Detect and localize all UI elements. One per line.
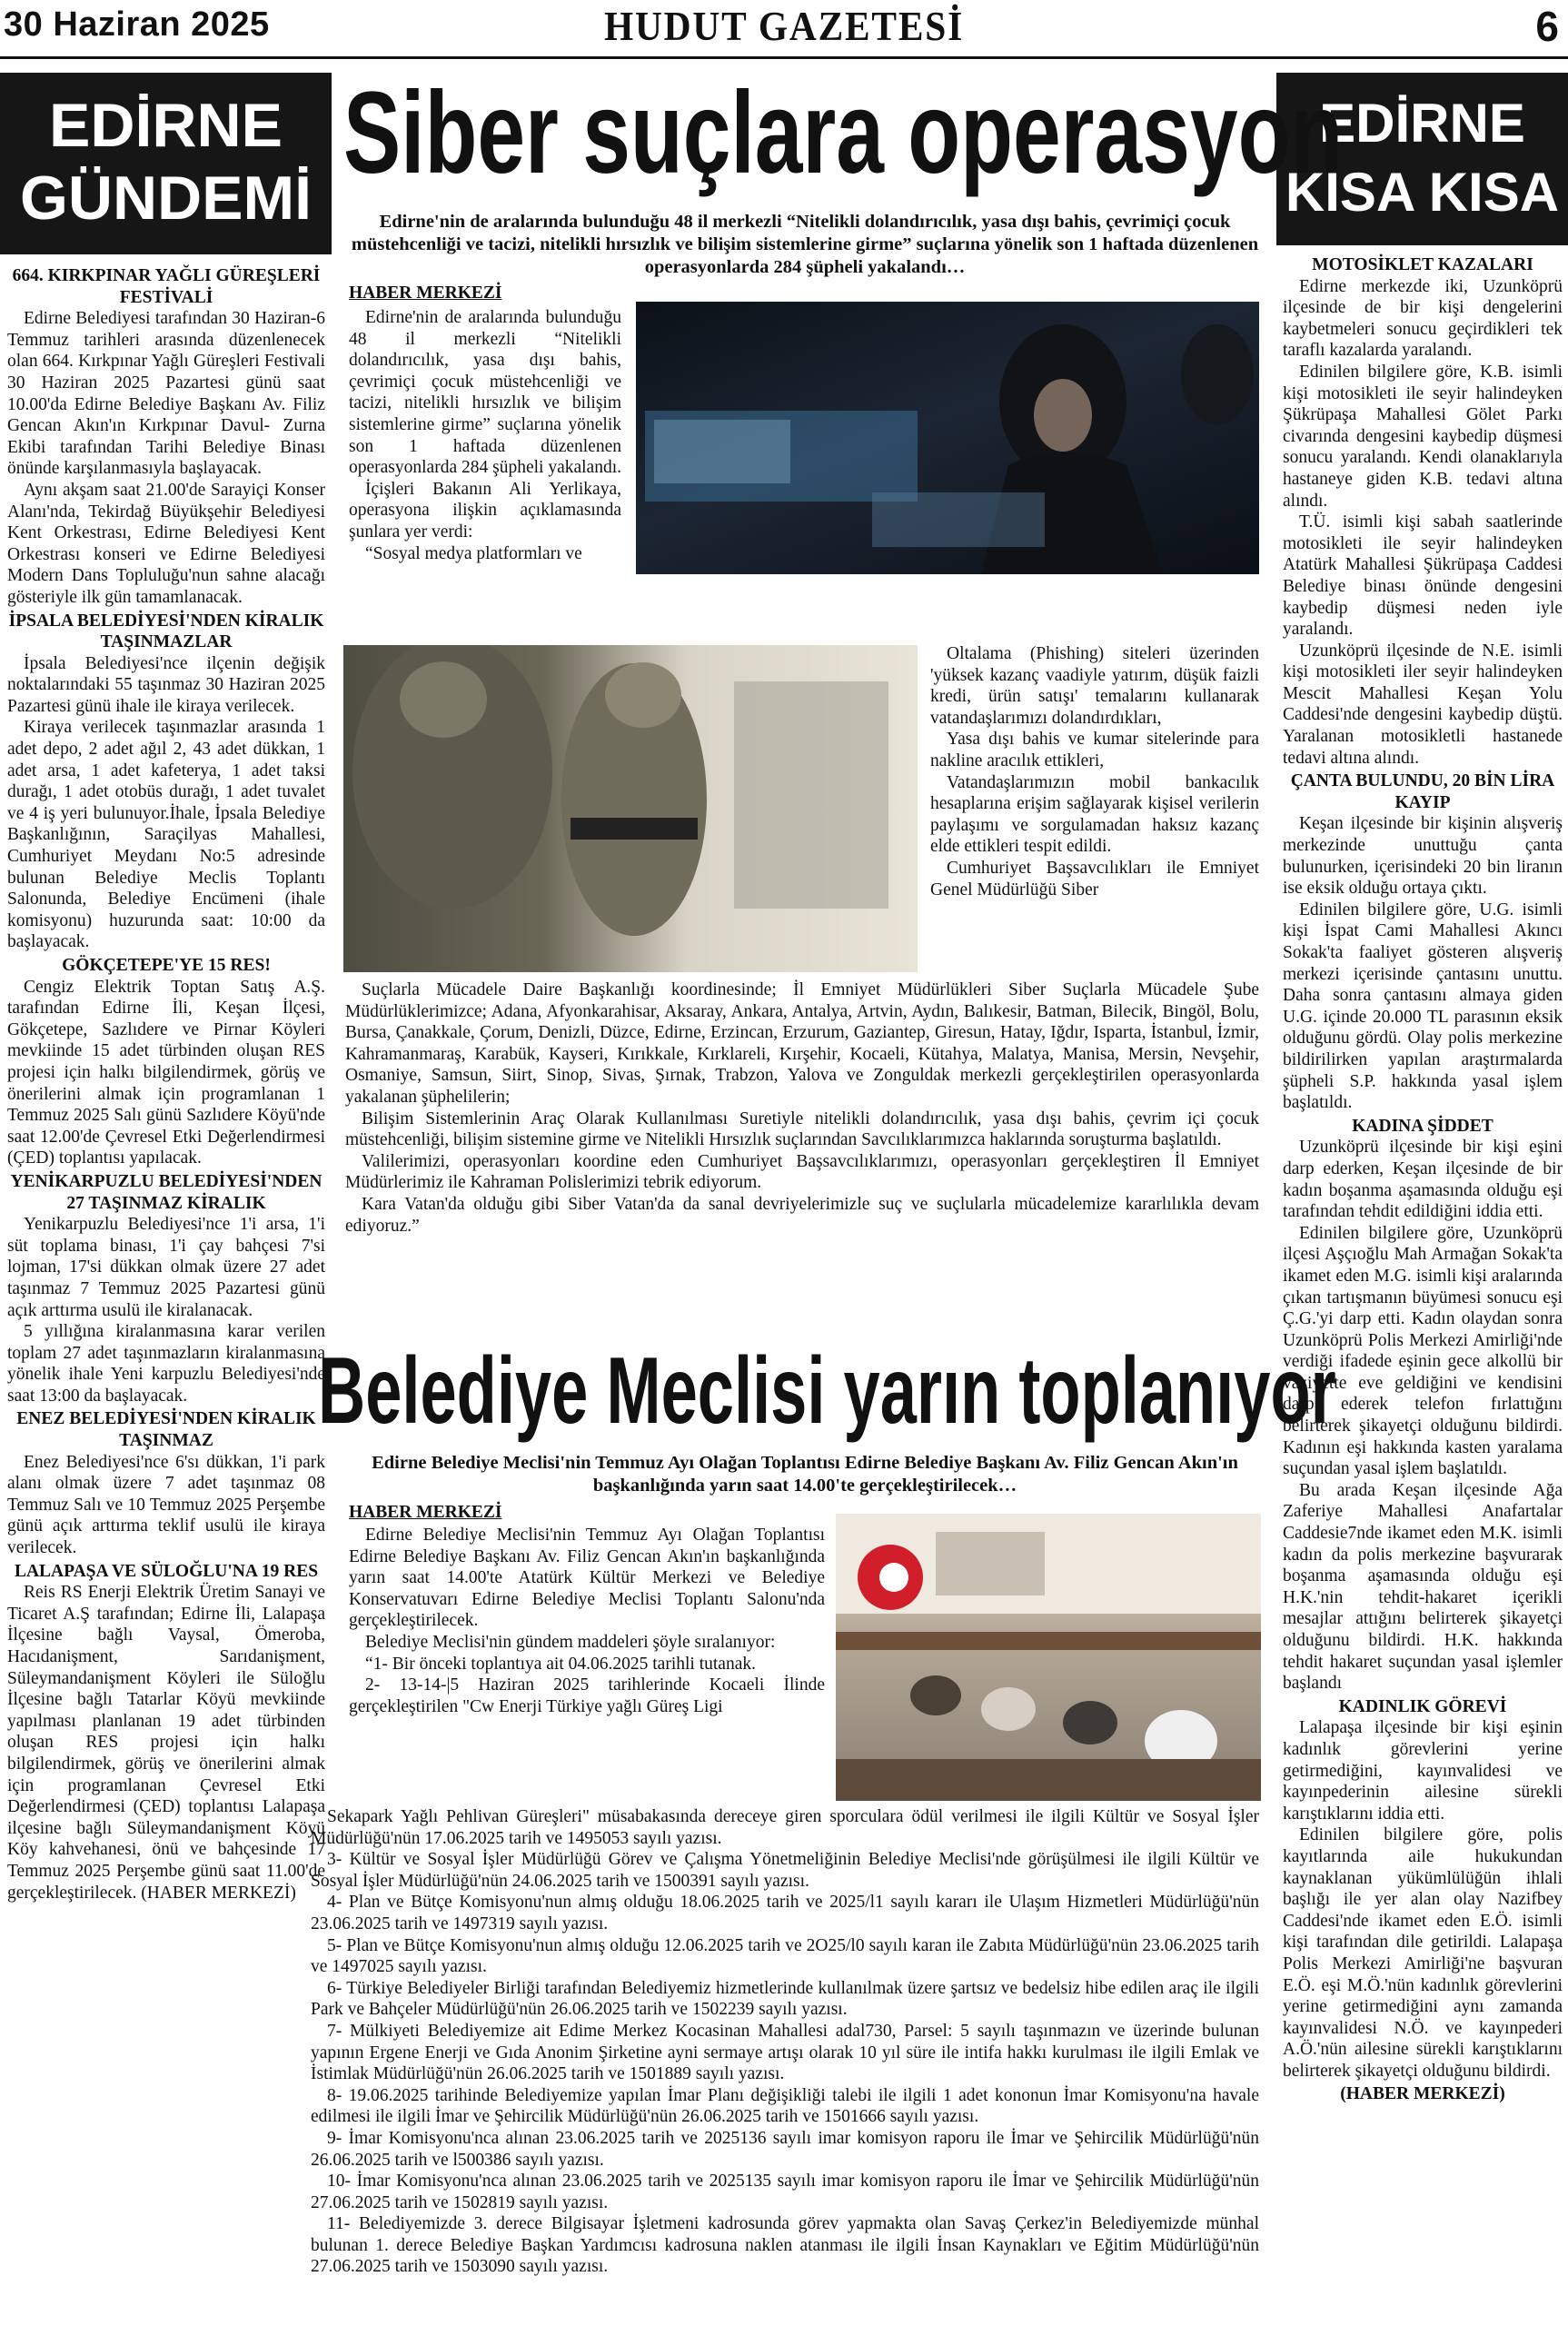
article-paragraph: 4- Plan ve Bütçe Komisyonu'nun almış olduğu 18.06.2025 tarih ve 2025/l1 sayılı kararı ile Ulaşım Hizmetleri Müdürlüğü'nün 23.06.2025 tarih ve 1497319 sayılı yazısı. (311, 1893, 1259, 1933)
figure-face (1034, 379, 1092, 452)
article-paragraph: 7- Mülkiyeti Belediyemize ait Edime Merkez Kocasinan Mahallesi adal730, Parsel: 5 sayılı taşınmazın ve üzerinde bulunan yapının Ergene Enerji ve Gıda Anonim Şirketine ayni sermaye artışı olarak 10 yıl süre ile intifa hakkı kurulması ile ilgili Emlak ve İstimlak Müdürlüğü'nün 26.06.2025 tarih ve 1501889 sayılı yazısı. (311, 2021, 1259, 2084)
news-paragraph: Uzunköprü ilçesinde bir kişi eşini darp ederken, Keşan ilçesinde de bir kadın boşanma aşamasında olduğu eşi tarafından tehdit edildiğini iddia etti. (1283, 1138, 1563, 1222)
news-subheading: İPSALA BELEDİYESİ'NDEN KİRALIK TAŞINMAZLAR (8, 611, 324, 652)
desks-row (836, 1759, 1261, 1801)
newspaper-name: HUDUT GAZETESİ (603, 3, 964, 49)
news-paragraph: Lalapaşa ilçesinde bir kişi eşinin kadınlık görevlerini yerine getirmediğini, kayınvalidesi ve kayınpederinin ailesine sürekli karıştıklarını iddia etti. (1283, 1718, 1563, 1824)
news-subheading: KADINA ŞİDDET (1352, 1116, 1494, 1136)
news-subheading: LALAPAŞA VE SÜLOĞLU'NA 19 RES (14, 1561, 319, 1581)
right-news-column (1283, 253, 1563, 2321)
article2-body-wide (311, 1806, 1259, 2324)
headline-belediye-meclisi: Belediye Meclisi yarın toplanıyor (318, 1338, 1336, 1444)
byline-article2: HABER MERKEZİ (349, 1503, 502, 1522)
police-raid-photo (343, 645, 918, 972)
article-paragraph: “1- Bir önceki toplantıya ait 04.06.2025 tarihli tutanak. (365, 1654, 756, 1674)
article-paragraph: Belediye Meclisi'nin gündem maddeleri şöyle sıralanıyor: (365, 1632, 776, 1652)
article-paragraph: İçişleri Bakanın Ali Yerlikaya, operasyona ilişkin açıklamasında şunlara yer verdi: (349, 479, 621, 542)
section-box-line2: GÜNDEMİ (19, 164, 313, 233)
article-paragraph: 9- İmar Komisyonu'nca alınan 23.06.2025 tarih ve 2025136 sayılı imar komisyon raporu ile İmar ve Şehircilik Müdürlüğü'nün 26.06.2025 tarih ve l500386 sayılı yazısı. (311, 2128, 1259, 2170)
article-paragraph: 11- Belediyemizde 3. derece Bilgisayar İşletmeni kadrosunda görev yapmakta olan Savaş Çerkez'in Belediyemizde münhal bulunan 1. derece Belediye Başkan Yardımcısı kadrosuna naklen atanması ile ilgili İnsan Kaynakları ve Eğitim Müdürlüğü'nün 27.06.2025 tarih ve 1503090 sayılı yazısı. (311, 2214, 1259, 2277)
article-paragraph: 5- Plan ve Bütçe Komisyonu'nun almış olduğu 12.06.2025 tarih ve 2O25/l0 sayılı karan ile Zabıta Müdürlüğü'nün 23.06.2025 tarih ve 1497025 sayılı yazısı. (311, 1935, 1259, 1977)
second-figure (1181, 324, 1254, 424)
news-paragraph: Edinilen bilgilere göre, Uzunköprü ilçesi Aşçıoğlu Mah Armağan Sokak'ta ikamet eden M.G. isimli kişi aralarında çıkan tartışmanın büyümesi sonucu eşi Ç.G.'yi darp etti. Kadın olaydan sonra Uzunköprü Polis Merkezi Amirliği'nde verdiği ifadede eşinin gece alkollü bir vaziyette eve geldiğini ve kendisini darp ederek telefon fırlattığını belirterek şikayetçi olduğunu bildirdi. Kadının eşi hakkında kasten yaralama suçundan yasal işlem başlatıldı. (1283, 1223, 1563, 1479)
deck-belediye-meclisi: Edirne Belediye Meclisi'nin Temmuz Ayı Olağan Toplantısı Edirne Belediye Başkanı Av. Filiz Gencan Akın'ın başkanlığında yarın saat 14.00'te gerçekleştirilecek… (372, 1453, 1238, 1496)
article-paragraph: 10- İmar Komisyonu'nca alınan 23.06.2025 tarih ve 2025135 sayılı imar komisyon raporu ile İmar ve Şehircilik Müdürlüğü'nün 27.06.2025 tarih ve 1502819 sayılı yazısı. (311, 2172, 1259, 2212)
article-paragraph: Vatandaşlarımızın mobil bankacılık hesaplarına erişim sağlayarak kişisel verilerin paylaşımı ve sorgulamadan haksız kazanç elde ettikleri tespit edildi. (930, 772, 1259, 857)
news-paragraph: Enez Belediyesi'nce 6'sı dükkan, 1'i park alanı olmak üzere 7 adet taşınmaz 08 Temmuz Salı ve 10 Temmuz 2025 Perşembe günü açık arttırma teklif usulü ile kiraya verilecek. (7, 1452, 325, 1558)
news-paragraph: Keşan ilçesinde bir kişinin alışveriş merkezinde unuttuğu çanta bulunurken, içerisindeki 20 bin liranın ise eksik olduğu ortaya çıktı. (1283, 814, 1563, 899)
news-paragraph: Uzunköprü ilçesinde de N.E. isimli kişi motosikleti iler seyir halindeyken Mescit Mahallesi Keşan Yolu Caddesi'nde dengesini kaybedip düştü. Yaralanan motosikletli hastanede tedavi altına alındı. (1283, 641, 1563, 768)
news-subheading: 664. KIRKPINAR YAĞLI GÜREŞLERİ FESTİVALİ (12, 266, 321, 307)
section-box-edirne-gundemi (0, 73, 332, 254)
screen-content (654, 420, 790, 483)
hackers-illustration (636, 302, 1259, 574)
article-paragraph: 2- 13-14-|5 Haziran 2025 tarihlerinde Kocaeli İlinde gerçekleştirilen "Cw Enerji Türkiye yağlı Güreş Ligi (349, 1675, 825, 1716)
news-paragraph: Cengiz Elektrik Toptan Satış A.Ş. tarafından Edirne İli, Keşan İlçesi, Gökçetepe, Sazlıdere ve Pirnar Köyleri mevkiinde 15 adet türbinden oluşan RES projesi için halkı bilgilendirmek, görüş ve önerilerini almak için programlanan 1 Temmuz 2025 Salı günü Sazlıdere Köyü'nde saat 12.00'de Çevresel Etki Değerlendirmesi (ÇED) toplantısı yapılacak. (7, 977, 325, 1168)
headline-siber-suclar: Siber suçlara operasyon (343, 68, 1344, 198)
news-subheading: MOTOSİKLET KAZALARI (1312, 255, 1533, 274)
hackers-photo (636, 302, 1259, 574)
article2-intro-column (349, 1525, 825, 1806)
news-paragraph: Aynı akşam saat 21.00'de Sarayiçi Konser Alanı'nda, Tekirdağ Büyükşehir Belediyesi Kent Orkestrası, Edirne Belediyesi Kent Orkestrası konseri ve Edirne Belediyesi Modern Dans Topluluğu'nun sahne alacağı gösteriyle ilk gün tamamlanacak. (7, 480, 325, 607)
council-meeting-photo (836, 1514, 1261, 1801)
news-subheading: ENEZ BELEDİYESİ'NDEN KİRALIK TAŞINMAZ (16, 1409, 316, 1451)
meeting-illustration (836, 1514, 1261, 1801)
news-paragraph: 5 yıllığına kiralanmasına karar verilen toplam 27 adet taşınmazların kiralanmasına yönelik ihale Yeni karpuzlu Belediyesi'nde saat 13:00 da başlayacak. (7, 1322, 325, 1406)
article-paragraph: Oltalama (Phishing) siteleri üzerinden 'yüksek kazanç vaadiyle yatırım, düşük faizli kredi, ürün satışı' temalarını kullanarak vatandaşlarımızı dolandırdıkları, (930, 644, 1259, 728)
article-paragraph: Kara Vatan'da olduğu gibi Siber Vatan'da da sanal devriyelerimizle suç ve suçlularla mücadelemize kararlılıkla devam ediyoruz.” (345, 1194, 1259, 1236)
flag-crescent (879, 1563, 908, 1592)
deck-siber-suclar: Edirne'nin de aralarında bulunduğu 48 il merkezli “Nitelikli dolandırıcılık, yasa dışı bahis, çevrimiçi çocuk müstehcenliği ve tacizi, nitelikli hırsızlık ve bilişim sistemlerine girme” suçlarına yönelik son 1 haftada düzenlenen operasyonlarda 284 şüpheli yakalandı… (351, 212, 1259, 277)
news-paragraph: Edirne Belediyesi tarafından 30 Haziran-6 Temmuz tarihleri arasında düzenlenecek olan 664. Kırkpınar Yağlı Güreşleri Festivali 30 Haziran 2025 Pazartesi günü saat 10.00'da Edirne Belediye Başkanı Av. Filiz Gencan Akın'ın Kırkpınar Davul- Zurna Ekibi tarafından Tarihi Belediye Binası önünde karşılanmasıyla başlayacak. (7, 309, 325, 479)
page-number: 6 (1535, 3, 1559, 50)
news-paragraph: Reis RS Enerji Elektrik Üretim Sanayi ve Ticaret A.Ş tarafından; Edirne İli, Lalapaşa İlçesine bağlı Vaysal, Ömeroba, Hacıdanişment, Sarıdanişment, Süleymandanişment Köyleri ile Süloğlu İlçesine bağlı Tatarlar Köyü mevkiinde yapılması planlanan 19 adet türbinden oluşan RES projesi için halkı bilgilendirmek, görüş ve önerilerini almak için programlanan Çevresel Etki Değerlendirmesi (ÇED) toplantısı Lalapaşa ilçesine bağlı Süleymandanişment Köyü Köy kahvehanesi, önü ve bahçesinde 17 Temmuz 2025 Perşembe günü saat 11.00'de gerçekleştirilecek. (HABER MERKEZİ) (7, 1583, 325, 1903)
news-paragraph: Edinilen bilgilere göre, polis kayıtlarında aile hukukundan kaynaklanan yükümlülüğün ihlali başlığı ile yer alan olay Nazifbey Caddesi'nde ikamet eden E.Ö. isimli kişi tarafından dile getirildi. Lalapaşa Polis Merkezi Amirliği'ne başvuran E.Ö. eşi M.Ö.'nün kadınlık görevlerini yerine getirmediğini aynı zamanda kayınvalidesi N.Ö. ve kayınpederi A.Ö.'nün ailesine sürekli karıştıklarını belirterek şikayetçi olduğunu bildirdi. (1283, 1825, 1563, 2081)
article-paragraph: “Sosyal medya platformları ve (365, 543, 582, 563)
article1-column-a (349, 307, 621, 625)
section-box-line1: EDİRNE (1319, 93, 1525, 154)
article1-column-b (930, 643, 1259, 978)
news-paragraph: Edinilen bilgilere göre, U.G. isimli kişi İspat Cami Mahallesi Akıncı Sokak'ta faaliyet gösteren alışveriş merkezi içerisinde çantasını unuttu. Daha sonra çantasını almaya giden U.G. içinde 20.000 TL parasının eksik olduğunu gördü. Olay polis merkezine bildirilirken yapılan araştırmalarda şüpheli S.P. hakkında yasal işlem başlatıldı. (1283, 900, 1563, 1113)
news-paragraph: Edirne merkezde iki, Uzunköprü ilçesinde de bir kişi dengelerini kaybetmeleri sonucu geçirdikleri tek taraflı kazalarda yaralandı. (1283, 276, 1563, 361)
front-table (836, 1632, 1261, 1650)
article-paragraph: Suçlarla Mücadele Daire Başkanlığı koordinesinde; İl Emniyet Müdürlükleri Siber Suçlarla Mücadele Şube Müdürlüklerimizce; Adana, Afyonkarahisar, Aksaray, Ankara, Antalya, Artvin, Aydın, Balıkesir, Batman, Bilecik, Bingöl, Bolu, Bursa, Çanakkale, Çorum, Denizli, Düzce, Edirne, Erzincan, Erzurum, Gaziantep, Giresun, Hatay, Iğdır, Isparta, İstanbul, İzmir, Kahramanmaraş, Karabük, Kayseri, Kırıkkale, Kırklareli, Kırşehir, Kocaeli, Kütahya, Malatya, Manisa, Mersin, Nevşehir, Osmaniye, Samsun, Siirt, Sinop, Sivas, Şırnak, Trabzon, Yalova ve Zonguldak merkezli gerçekleştirilen operasyonlarda yakalanan şüphelilerin; (345, 980, 1259, 1107)
attendee-3 (1063, 1701, 1117, 1744)
news-subheading: GÖKÇETEPE'YE 15 RES! (62, 956, 271, 975)
section-box-line2: KISA KISA (1285, 162, 1560, 223)
article-paragraph: 3- Kültür ve Sosyal İşler Müdürlüğü Görev ve Çalışma Yönetmeliğinin Belediye Meclisi'nde görüşülmesi ile ilgili Kültür ve Sosyal İşler Müdürlüğü'nün 24.06.2025 tarih ve 1500391 sayılı yazısı. (311, 1850, 1259, 1891)
issue-date: 30 Haziran 2025 (4, 5, 270, 44)
news-paragraph: Kiraya verilecek taşınmazlar arasında 1 adet depo, 2 adet ağıl 2, 43 adet dükkan, 1 adet arsa, 1 adet kafeterya, 1 adet taksi durağı, 1 adet otobüs durağı, 1 adet tuvalet ve 4 iş yeri bulunuyor.İhale, İpsala Belediye Başkanlığının, Saraçilyas Mahallesi, Cumhuriyet Meydanı No:5 adresinde bulunan Belediye Meclis Toplantı Salonunda, Belediye Encümeni (ihale komisyonu) huzurunda saat: 10:00 da başlayacak. (7, 718, 325, 952)
portrait-frame (936, 1532, 1045, 1595)
helmet-left (400, 661, 487, 738)
news-paragraph: Edinilen bilgilere göre, K.B. isimli kişi motosikleti ile seyir halindeyken Şükrüpaşa Mahallesi Gölet Parkı civarında dengesini kaybedip düşmesi sonucu yaralandı. Kendi olanaklarıyla hastaneye giden K.B. tedavi altına alındı. (1283, 362, 1563, 511)
byline-article1: HABER MERKEZİ (349, 283, 502, 303)
attendee-1 (910, 1675, 961, 1715)
news-subheading: (HABER MERKEZİ) (1340, 2084, 1505, 2104)
news-subheading: KADINLIK GÖREVİ (1338, 1696, 1507, 1716)
news-paragraph: T.Ü. isimli kişi sabah saatlerinde motosikleti ile seyir halindeyken Atatürk Mahallesi Şükrüpaşa Caddesi Belediye binası önünde dengesini kaybedip düşmesi neden iyle yaralandı. (1283, 512, 1563, 640)
article-paragraph: 8- 19.06.2025 tarihinde Belediyemize yapılan İmar Planı değişikliği talebi ile ilgili 1 adet kononun İmar Komisyonu'na havale edilmesi ile ilgili İmar ve Şehircilik Müdürlüğü'nün 26.06.2025 tarih ve 1501666 sayılı yazısı. (311, 2085, 1259, 2127)
article-paragraph: 6- Türkiye Belediyeler Birliği tarafından Belediyemiz hizmetlerinde kullanılmak üzere şartsız ve bedelsiz hibe edilen araç ile ilgili Park ve Bahçeler Müdürlüğü'nün 26.06.2025 tarih ve 1502239 sayılı yazısı. (311, 1978, 1259, 2020)
news-paragraph: İpsala Belediyesi'nce ilçenin değişik noktalarındaki 55 taşınmaz 30 Haziran 2025 Pazartesi günü ihale ile kiraya verilecek. (7, 653, 325, 716)
keyboard-glow (872, 492, 1045, 547)
helmet-right (605, 662, 681, 728)
left-news-column (7, 263, 325, 2319)
news-subheading: YENİKARPUZLU BELEDİYESİ'NDEN 27 TAŞINMAZ KİRALIK (10, 1171, 323, 1213)
article-paragraph: Yasa dışı bahis ve kumar sitelerinde para nakline aracılık ettikleri, (930, 730, 1259, 770)
article1-body-wide (345, 979, 1259, 1325)
news-paragraph: Bu arada Keşan ilçesinde Ağa Zaferiye Mahallesi Anafartalar Caddesie7nde ikamet eden M.K. isimli kadın da polis merkezine başvurarak boşanma aşamasında olduğu eşi H.K.'nin tehdit-hakaret içerikli mesajlar attığını belirterek şikayetçi olduğunu bildirdi. H.K. hakkında tehdit hakaret suçundan yasal işlemler başlandı (1283, 1480, 1563, 1694)
rifle (571, 818, 698, 840)
news-subheading: ÇANTA BULUNDU, 20 BİN LİRA KAYIP (1290, 771, 1555, 812)
section-box-line1: EDİRNE (49, 91, 283, 160)
masthead (0, 0, 1568, 59)
article-paragraph: Cumhuriyet Başsavcılıkları ile Emniyet Genel Müdürlüğü Siber (930, 858, 1259, 900)
article-paragraph: Edirne'nin de aralarında bulunduğu 48 il merkezli “Nitelikli dolandırıcılık, yasa dışı bahis, çevrimiçi çocuk müstehcenliği ve tacizi, nitelikli hırsızlık ve bilişim sistemlerine girme” suçlarına yönelik son 1 haftada düzenlenen operasyonlarda 284 şüpheli yakalandı. (349, 308, 621, 478)
article-paragraph: Edirne Belediye Meclisi'nin Temmuz Ayı Olağan Toplantısı Edirne Belediye Başkanı Av. Filiz Gencan Akın'ın başkanlığında yarın saat 14.00'te Atatürk Kültür Merkezi ve Belediye Konservatuvarı Edirne Belediye Meclisi Toplantı Salonu'nda gerçekleştirilecek. (349, 1526, 825, 1631)
article-paragraph: Sekapark Yağlı Pehlivan Güreşleri" müsabakasında dereceye giren sporculara ödül verilmesi ile ilgili Kültür ve Sosyal İşler Müdürlüğü'nün 17.06.2025 tarih ve 1495053 sayılı yazısı. (311, 1807, 1259, 1848)
article-paragraph: Valilerimizi, operasyonları koordine eden Cumhuriyet Başsavcılıklarımızı, operasyonları gerçekleştiren İl Emniyet Müdürlerimiz ile Kahraman Polislerimizi tebrik ediyorum. (345, 1151, 1259, 1193)
article-paragraph: Bilişim Sistemlerinin Araç Olarak Kullanılması Suretiyle nitelikli dolandırıcılık, yasa dışı bahis, çevrim içi çocuk müstehcenliği, bilişim sistemine girme ve Nitelikli Hırsızlık suçlarından Savcılıklarımızca haklarında soruşturma başlatıldı. (345, 1108, 1259, 1150)
news-paragraph: Yenikarpuzlu Belediyesi'nce 1'i arsa, 1'i süt toplama binası, 1'i çay bahçesi 7'si lojman, 17'si dükkan olmak üzere 27 adet taşınmaz 7 Temmuz 2025 Pazartesi günü açık arttırma usulü ile kiralanacak. (7, 1215, 325, 1320)
attendee-2 (981, 1687, 1036, 1731)
raid-illustration (343, 645, 918, 972)
doorway (734, 681, 888, 909)
